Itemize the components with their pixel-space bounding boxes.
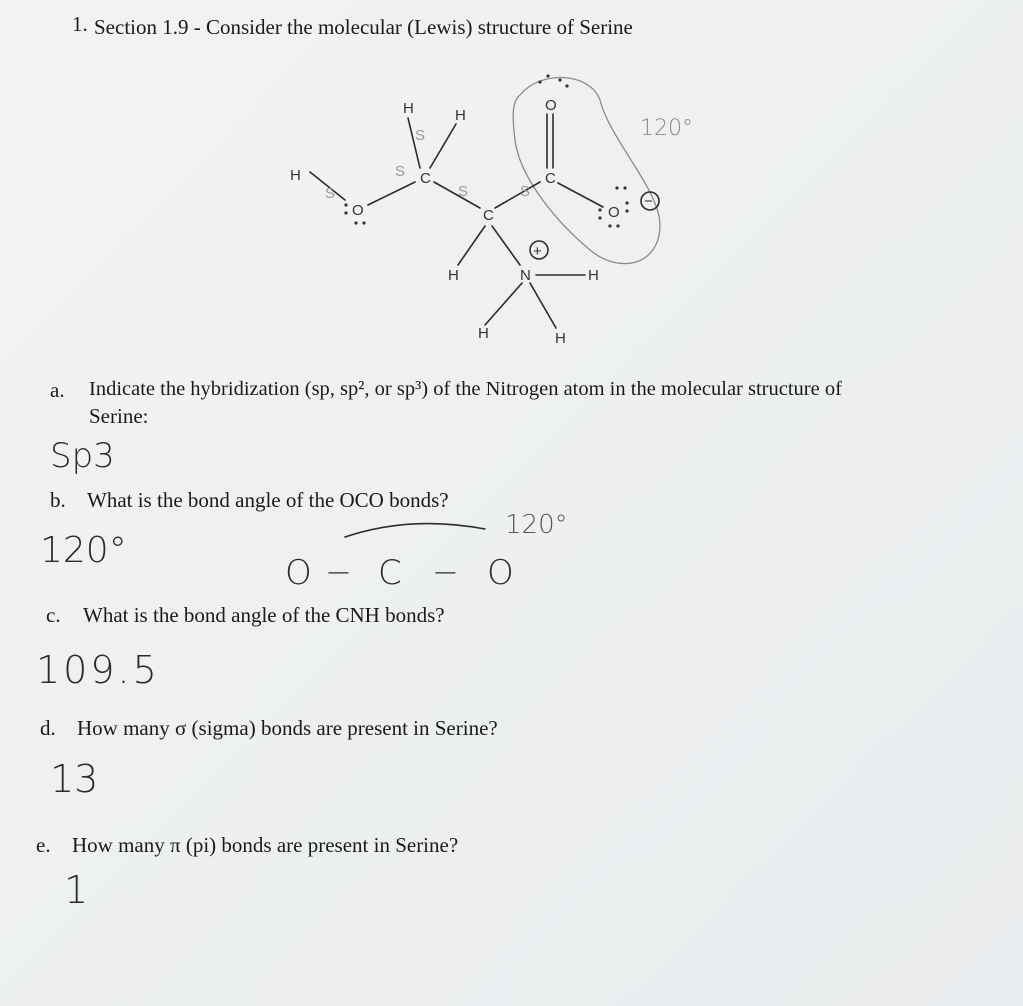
atom-h7: H [555, 330, 566, 347]
sketch-o-right: O [487, 553, 514, 593]
svg-text:S: S [458, 183, 469, 200]
angle-annotation: 120° [640, 116, 693, 141]
question-e-text: How many π (pi) bonds are present in Serine? [72, 833, 459, 857]
question-title: Section 1.9 - Consider the molecular (Lewis) structure of Serine [94, 15, 633, 39]
question-number: 1. [72, 12, 88, 36]
question-a-text-cont: Serine: [89, 404, 149, 428]
sketch-c: C [378, 553, 402, 593]
svg-text:S: S [415, 127, 426, 144]
atom-h3: H [290, 167, 301, 184]
svg-text:S: S [395, 163, 406, 180]
atom-c1: C [420, 170, 431, 187]
question-e-letter: e. [36, 833, 51, 857]
question-b-text: What is the bond angle of the OCO bonds? [87, 488, 449, 512]
question-a-text: Indicate the hybridization (sp, sp², or sp³) of the Nitrogen atom in the molecular structure of [89, 378, 842, 400]
question-b-letter: b. [50, 488, 66, 512]
serine-lewis-structure [0, 0, 1023, 360]
minus-charge [641, 192, 659, 210]
svg-text:S: S [325, 185, 336, 202]
question-d-text: How many σ (sigma) bonds are present in Serine? [77, 716, 498, 740]
svg-text:S: S [520, 183, 531, 200]
minus-sign: − [644, 193, 653, 210]
sketch-o-left: O [285, 553, 312, 593]
atom-h6: H [478, 325, 489, 342]
atom-h5: H [588, 267, 599, 284]
plus-sign: + [533, 243, 542, 260]
atom-c3: C [545, 170, 556, 187]
question-a-letter: a. [50, 378, 65, 402]
answer-b: 120° [40, 530, 127, 571]
atom-h4: H [448, 267, 459, 284]
sketch-dash-left: − [325, 553, 352, 591]
answer-a: Sp3 [50, 436, 115, 476]
answer-e: 1 [64, 868, 89, 912]
atom-o1: O [352, 202, 364, 219]
question-c-letter: c. [46, 603, 61, 627]
angle-arc [345, 524, 485, 537]
lone-pairs [344, 74, 628, 227]
sketch-angle: 120° [505, 510, 568, 540]
plus-charge [530, 241, 548, 260]
question-d-letter: d. [40, 716, 56, 740]
atom-n: N [520, 267, 531, 284]
atom-h2: H [455, 107, 466, 124]
sketch-dash-right: − [432, 553, 459, 591]
pencil-hybrid-marks [325, 127, 530, 202]
answer-c: 109.5 [36, 648, 160, 692]
atom-c2: C [483, 207, 494, 224]
atom-h1: H [403, 100, 414, 117]
question-c-text: What is the bond angle of the CNH bonds? [83, 603, 445, 627]
pencil-circle-carboxyl [513, 78, 660, 264]
answer-d: 13 [50, 757, 99, 801]
atom-o-right: O [608, 204, 620, 221]
atom-o-top: O [545, 97, 557, 114]
